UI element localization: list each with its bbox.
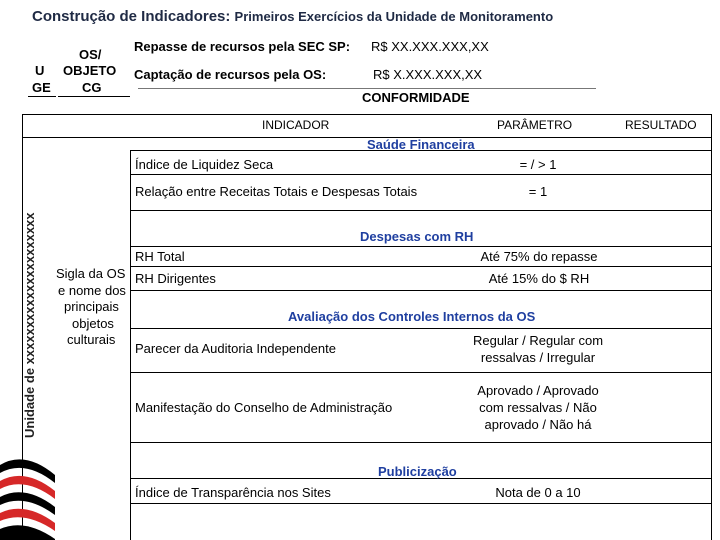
indicator-rh-total: RH Total [135,249,185,264]
parameter-conselho-line1: Aprovado / Aprovado [477,383,599,398]
section-heading-publicizacao: Publicização [378,464,457,479]
column-divider [130,150,131,540]
row-border [130,372,711,373]
row-border [130,174,711,175]
os-underline [58,96,130,97]
sigla-line1: Sigla da OS [56,266,126,281]
indicator-transparencia: Índice de Transparência nos Sites [135,485,331,500]
indicator-receitas-despesas: Relação entre Receitas Totais e Despesas Totais [135,184,418,199]
row-border [130,442,711,443]
title-main: Construção de Indicadores: [32,8,231,25]
row-border [130,328,711,329]
indicator-conselho: Manifestação do Conselho de Administração [135,400,393,415]
row-border [130,246,711,247]
parameter-auditoria-line2: ressalvas / Irregular [480,350,596,365]
parameter-auditoria-line1: Regular / Regular com [472,333,604,348]
captacao-label: Captação de recursos pela OS: [134,67,327,82]
ug-label-line1: U [35,63,45,78]
sigla-line3: principais [64,299,119,314]
os-label-line2: OBJETO [63,63,117,78]
column-parametro: PARÂMETRO [497,118,573,132]
conformidade-label: CONFORMIDADE [362,90,470,105]
parameter-rh-dirigentes: Até 15% do $ RH [488,271,590,286]
column-indicador: INDICADOR [262,118,330,132]
indicator-rh-dirigentes: RH Dirigentes [135,271,216,286]
section-heading-saude: Saúde Financeira [367,137,475,152]
parameter-rh-total: Até 75% do repasse [480,249,598,264]
parameter-transparencia: Nota de 0 a 10 [495,485,581,500]
corner-stripes-decoration [0,445,55,540]
indicator-auditoria: Parecer da Auditoria Independente [135,341,336,356]
os-label-line1: OS/ [79,47,102,62]
section-heading-rh: Despesas com RH [360,229,474,244]
parameter-liquidez: = / > 1 [519,157,557,172]
sigla-line2: e nome dos [58,283,126,298]
page-title [32,8,553,25]
title-subtitle: Primeiros Exercícios da Unidade de Monitoramento [234,9,554,24]
table-right-border [711,114,712,540]
sigla-line5: culturais [67,332,116,347]
row-border [130,503,711,504]
row-border [130,210,711,211]
parameter-receitas-despesas: = 1 [528,184,548,199]
os-label-line3: CG [82,80,102,95]
repasse-value: R$ XX.XXX.XXX,XX [371,39,489,54]
unit-side-label: Unidade de xxxxxxxxxxxxxxxxxxxxx [22,212,37,438]
repasse-label: Repasse de recursos pela SEC SP: [134,39,351,54]
parameter-conselho-line3: aprovado / Não há [484,417,592,432]
parameter-conselho-line2: com ressalvas / Não [479,400,597,415]
column-resultado: RESULTADO [625,118,697,132]
table-top-border [22,114,712,115]
row-border [130,266,711,267]
sigla-line4: objetos [72,316,114,331]
row-border [130,290,711,291]
ug-label-line2: GE [32,80,51,95]
ug-underline [28,96,56,97]
captacao-value: R$ X.XXX.XXX,XX [373,67,483,82]
indicator-liquidez: Índice de Liquidez Seca [135,157,274,172]
header-separator [138,88,596,89]
section-heading-controles: Avaliação dos Controles Internos da OS [288,309,536,324]
